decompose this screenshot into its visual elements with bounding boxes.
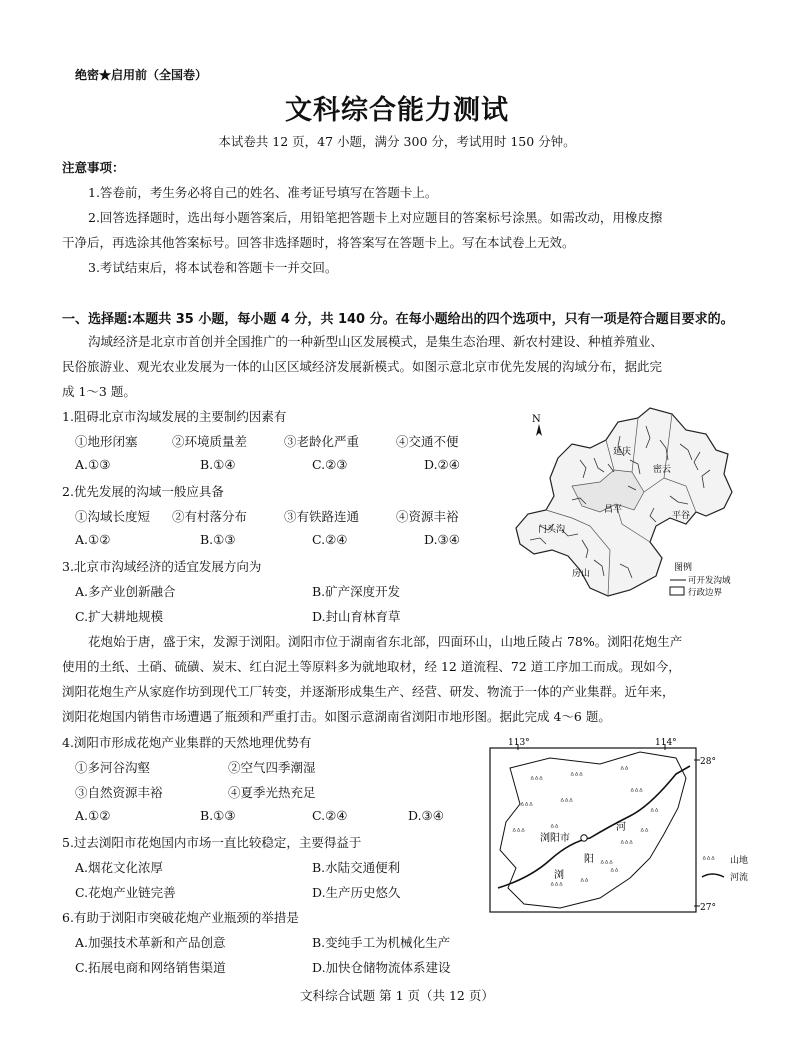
question-item: ③老龄化严重 (284, 434, 360, 449)
place-label: 平谷 (672, 511, 691, 521)
svg-text:ᐞᐞ: ᐞᐞ (620, 765, 629, 774)
question-item: ①地形闭塞 (75, 434, 138, 449)
svg-text:ᐞᐞ: ᐞᐞ (580, 877, 589, 886)
section-heading: 一、选择题:本题共 35 小题，每小题 4 分，共 140 分。在每小题给出的四个选项中，只有一项是符合题目要求的。 (62, 312, 734, 327)
question-item: ③有铁路连通 (284, 509, 360, 524)
svg-text:ᐞᐞᐞ: ᐞᐞᐞ (560, 797, 574, 806)
page-title: 文科综合能力测试 (285, 95, 509, 126)
mountain-legend-icon: ᐞᐞᐞ (702, 855, 716, 864)
question-item: ②空气四季潮湿 (228, 760, 316, 775)
svg-text:ᐞᐞ: ᐞᐞ (640, 827, 649, 836)
question-item: ①沟域长度短 (75, 509, 151, 524)
passage2-line: 花炮始于唐，盛于宋，发源于浏阳。浏阳市位于湖南省东北部，四面环山，山地丘陵占 78%。浏阳花炮生产 (88, 634, 683, 649)
svg-text:ᐞᐞᐞ: ᐞᐞᐞ (620, 839, 634, 848)
notice-item-1: 1.答卷前，考生务必将自己的姓名、准考证号填写在答题卡上。 (88, 185, 438, 200)
answer-choice[interactable]: A.①③ (75, 457, 111, 472)
answer-choice[interactable]: D.③④ (408, 808, 444, 823)
city-label: 浏阳市 (540, 833, 570, 844)
exam-info: 本试卷共 12 页，47 小题，满分 300 分，考试用时 150 分钟。 (218, 134, 576, 149)
answer-choice[interactable]: A.烟花文化浓厚 (75, 860, 164, 875)
question-stem: 6.有助于浏阳市突破花炮产业瓶颈的举措是 (62, 910, 299, 925)
answer-choice[interactable]: D.③④ (424, 532, 460, 547)
svg-text:ᐞᐞᐞ: ᐞᐞᐞ (630, 787, 644, 796)
latitude-label: 27° (700, 903, 716, 913)
notice-heading: 注意事项： (62, 160, 125, 175)
answer-choice[interactable]: C.②④ (312, 532, 348, 547)
liuyang-terrain-map (480, 738, 752, 918)
river-label: 阳 (584, 854, 594, 865)
legend-item: 行政边界 (688, 588, 723, 598)
question-item: ④资源丰裕 (396, 509, 459, 524)
answer-choice[interactable]: B.①③ (200, 808, 236, 823)
place-label: 房山 (572, 569, 591, 579)
boundary-legend-icon (670, 587, 684, 595)
passage1-line: 民俗旅游业、观光农业发展为一体的山区区域经济发展新模式。如图示意北京市优先发展的沟域分布，据此完 (62, 359, 663, 374)
river-label: 浏 (554, 870, 564, 881)
place-label: 门头沟 (538, 525, 566, 535)
longitude-label: 113° (508, 738, 530, 748)
question-stem: 2.优先发展的沟域一般应具备 (62, 484, 224, 499)
answer-choice[interactable]: B.水陆交通便利 (312, 860, 401, 875)
legend-item: 山地 (730, 856, 749, 866)
page-footer: 文科综合试题 第 1 页（共 12 页） (300, 988, 494, 1003)
answer-choice[interactable]: D.②④ (424, 457, 460, 472)
answer-choice[interactable]: D.加快仓储物流体系建设 (312, 960, 451, 975)
svg-text:ᐞᐞᐞ: ᐞᐞᐞ (550, 881, 564, 890)
question-item: ③自然资源丰裕 (75, 785, 163, 800)
svg-text:ᐞᐞᐞ: ᐞᐞᐞ (530, 775, 544, 784)
passage2-line: 浏阳花炮国内销售市场遭遇了瓶颈和严重打击。如图示意湖南省浏阳市地形图。据此完成 4～6 题。 (62, 709, 611, 724)
latitude-label: 28° (700, 757, 716, 767)
legend-title: 图例 (674, 563, 693, 573)
svg-text:ᐞᐞᐞ: ᐞᐞᐞ (520, 801, 534, 810)
notice-item-2a: 2.回答选择题时，选出每小题答案后，用铅笔把答题卡上对应题目的答案标号涂黑。如需改动，用橡皮擦 (88, 210, 663, 225)
passage1-line: 沟域经济是北京市首创并全国推广的一种新型山区发展模式，是集生态治理、新农村建设、种植养殖业、 (88, 334, 664, 349)
answer-choice[interactable]: A.①② (75, 808, 111, 823)
notice-item-3: 3.考试结束后，将本试卷和答题卡一并交回。 (88, 260, 338, 275)
river-legend-icon (702, 874, 724, 877)
notice-item-2b: 干净后，再选涂其他答案标号。回答非选择题时，将答案写在答题卡上。写在本试卷上无效。 (62, 235, 575, 250)
answer-choice[interactable]: C.②③ (312, 457, 348, 472)
question-item: ②有村落分布 (172, 509, 248, 524)
river-label: 河 (616, 822, 626, 833)
question-stem: 1.阻碍北京市沟域发展的主要制约因素有 (62, 409, 287, 424)
answer-choice[interactable]: C.扩大耕地规模 (75, 609, 164, 624)
passage2-line: 使用的土纸、土硝、硫磺、炭末、红白泥土等原料多为就地取材，经 12 道流程、72 道工序加工而成。现如今， (62, 659, 681, 674)
svg-text:ᐞᐞ: ᐞᐞ (610, 867, 619, 876)
question-stem: 4.浏阳市形成花炮产业集群的天然地理优势有 (62, 735, 312, 750)
legend-item: 可开发沟域 (688, 576, 731, 586)
answer-choice[interactable]: D.封山育林育草 (312, 609, 401, 624)
place-label: 延庆 (613, 447, 632, 457)
question-item: ④夏季光热充足 (228, 785, 316, 800)
svg-text:ᐞᐞ: ᐞᐞ (550, 823, 559, 832)
north-arrow-icon (536, 424, 542, 436)
north-arrow-label: N (532, 414, 541, 425)
svg-text:ᐞᐞᐞ: ᐞᐞᐞ (512, 827, 526, 836)
question-item: ④交通不便 (396, 434, 459, 449)
answer-choice[interactable]: A.加强技术革新和产品创意 (75, 935, 226, 950)
question-item: ①多河谷沟壑 (75, 760, 151, 775)
answer-choice[interactable]: C.②④ (312, 808, 348, 823)
question-stem: 3.北京市沟域经济的适宜发展方向为 (62, 559, 262, 574)
answer-choice[interactable]: D.生产历史悠久 (312, 885, 401, 900)
answer-choice[interactable]: B.①④ (200, 457, 236, 472)
place-label: 昌平 (604, 505, 623, 515)
city-marker-icon (581, 835, 587, 841)
svg-text:ᐞᐞᐞ: ᐞᐞᐞ (600, 859, 614, 868)
answer-choice[interactable]: B.矿产深度开发 (312, 584, 401, 599)
answer-choice[interactable]: B.①③ (200, 532, 236, 547)
answer-choice[interactable]: A.①② (75, 532, 111, 547)
question-stem: 5.过去浏阳市花炮国内市场一直比较稳定，主要得益于 (62, 835, 362, 850)
passage2-line: 浏阳花炮生产从家庭作坊到现代工厂转变，并逐渐形成集生产、经营、研发、物流于一体的产业集群。近年来， (62, 684, 675, 699)
answer-choice[interactable]: C.花炮产业链完善 (75, 885, 176, 900)
longitude-label: 114° (655, 738, 677, 748)
answer-choice[interactable]: B.变纯手工为机械化生产 (312, 935, 451, 950)
beijing-gully-map (510, 400, 740, 610)
svg-text:ᐞᐞᐞ: ᐞᐞᐞ (570, 771, 584, 780)
place-label: 密云 (653, 465, 672, 475)
answer-choice[interactable]: C.拓展电商和网络销售渠道 (75, 960, 226, 975)
answer-choice[interactable]: A.多产业创新融合 (75, 584, 176, 599)
confidential-label: 绝密★启用前（全国卷） (75, 68, 208, 82)
passage1-line: 成 1～3 题。 (62, 384, 136, 399)
question-item: ②环境质量差 (172, 434, 248, 449)
legend-item: 河流 (730, 873, 749, 883)
svg-text:ᐞᐞ: ᐞᐞ (650, 807, 659, 816)
